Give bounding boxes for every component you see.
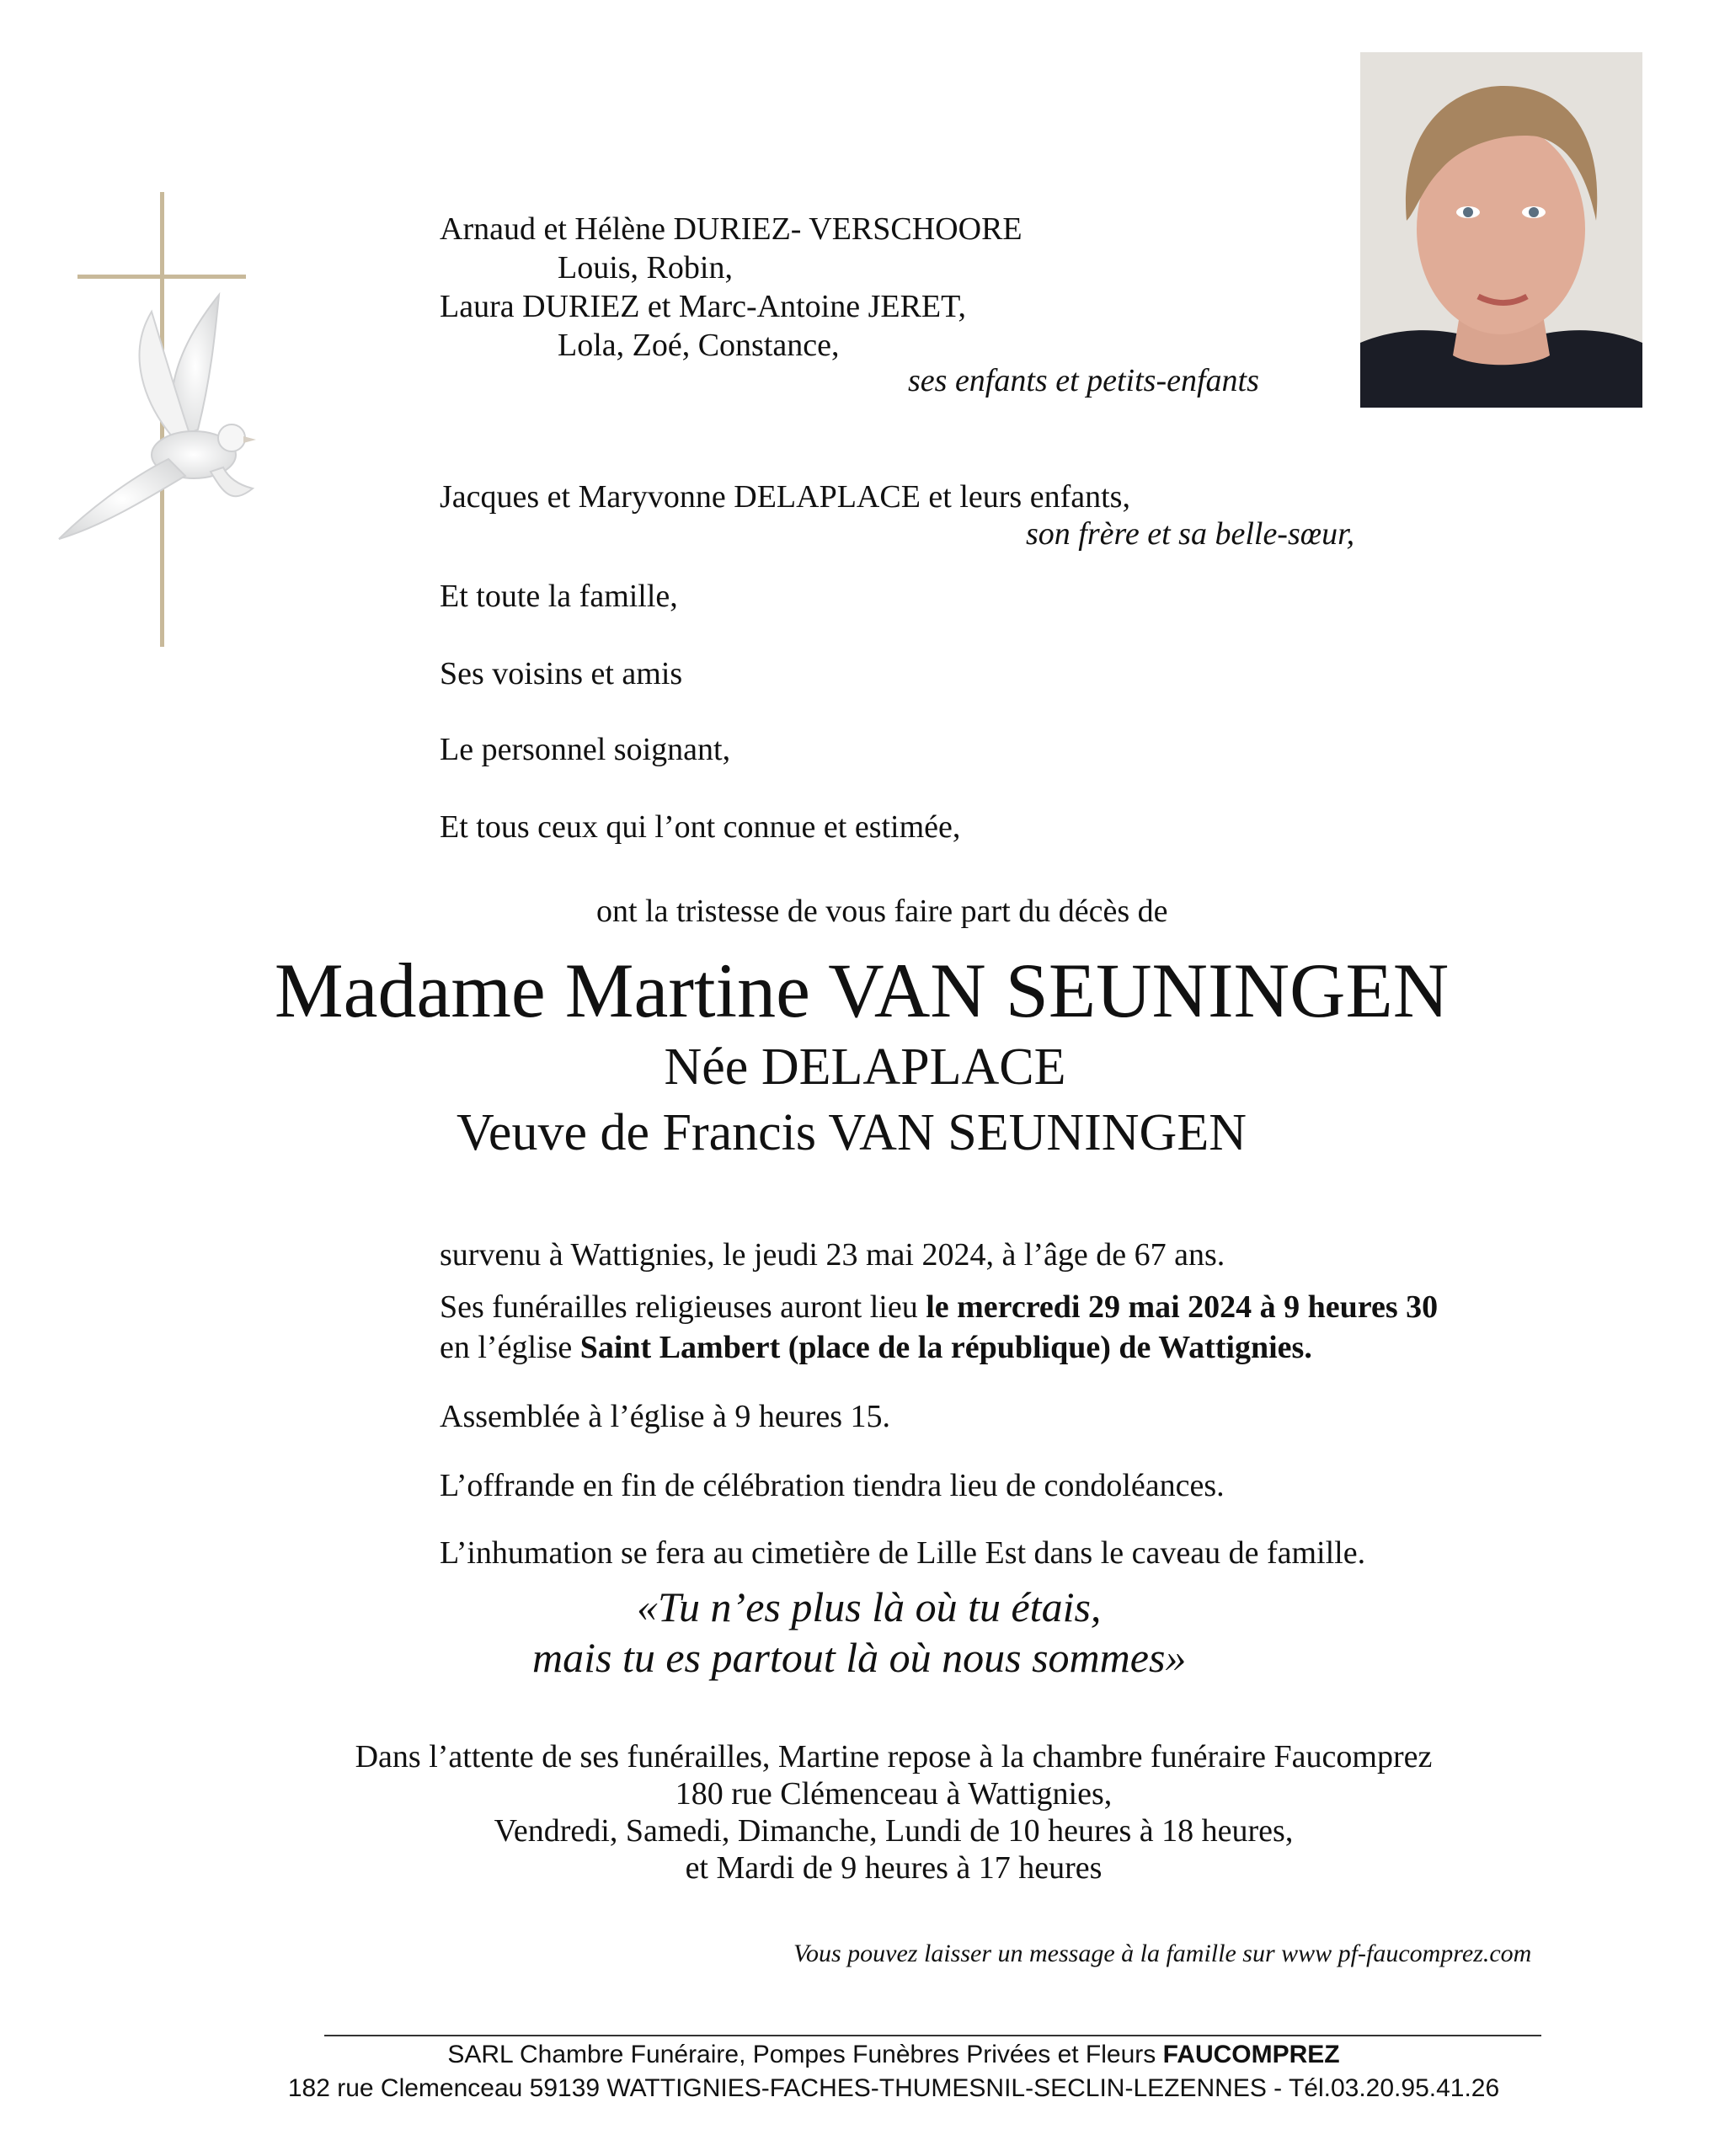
family-line-7: son frère et sa belle-sœur, — [1026, 516, 1355, 552]
portrait-image — [1360, 52, 1642, 408]
offering-note: L’offrande en fin de célébration tiendra lieu de condoléances. — [440, 1468, 1225, 1503]
funeral-text: Ses funérailles religieuses auront lieu — [440, 1289, 926, 1325]
cross-horizontal — [77, 275, 246, 279]
family-line-5: ses enfants et petits-enfants — [908, 363, 1259, 398]
maiden-name: Née DELAPLACE — [664, 1038, 1066, 1096]
family-line-3: Laura DURIEZ et Marc-Antoine JERET, — [440, 289, 967, 324]
family-line-6: Jacques et Maryvonne DELAPLACE et leurs enfants, — [440, 479, 1130, 515]
church-line — [440, 1329, 1312, 1366]
widow-of: Veuve de Francis VAN SEUNINGEN — [457, 1104, 1247, 1161]
footer-company-text: SARL Chambre Funéraire, Pompes Funèbres Privées et Fleurs — [447, 2041, 1163, 2068]
assembly-time: Assemblée à l’église à 9 heures 15. — [440, 1399, 890, 1434]
family-line-8: Et toute la famille, — [440, 579, 678, 614]
visitation-line-2: 180 rue Clémenceau à Wattignies, — [675, 1776, 1113, 1812]
family-line-4: Lola, Zoé, Constance, — [558, 328, 840, 363]
burial-note: L’inhumation se fera au cimetière de Lille Est dans le caveau de famille. — [440, 1535, 1366, 1571]
footer-company — [29, 2040, 1730, 2070]
dove-icon — [51, 286, 270, 556]
funeral-date: le mercredi 29 mai 2024 à 9 heures 30 — [926, 1289, 1439, 1325]
funeral-line — [440, 1289, 1438, 1326]
web-message: Vous pouvez laisser un message à la famille sur www pf-faucomprez.com — [793, 1940, 1532, 1967]
family-line-2: Louis, Robin, — [558, 250, 733, 286]
death-details: survenu à Wattignies, le jeudi 23 mai 2024, à l’âge de 67 ans. — [440, 1237, 1225, 1273]
deceased-name: Madame Martine VAN SEUNINGEN — [274, 947, 1450, 1033]
family-line-1: Arnaud et Hélène DURIEZ- VERSCHOORE — [440, 211, 1023, 247]
announcement: ont la tristesse de vous faire part du décès de — [596, 894, 1168, 929]
church-name: Saint Lambert (place de la république) de Wattignies. — [579, 1330, 1312, 1365]
family-line-11: Et tous ceux qui l’ont connue et estimée, — [440, 809, 961, 845]
footer-divider — [324, 2035, 1541, 2036]
visitation-line-4: et Mardi de 9 heures à 17 heures — [685, 1850, 1103, 1886]
visitation-line-3: Vendredi, Samedi, Dimanche, Lundi de 10 heures à 18 heures, — [494, 1813, 1294, 1849]
quote-line-2: mais tu es partout là où nous sommes» — [532, 1634, 1187, 1681]
family-line-10: Le personnel soignant, — [440, 732, 731, 767]
portrait-photo — [1360, 52, 1642, 408]
footer-company-name: FAUCOMPREZ — [1162, 2041, 1340, 2068]
footer-address: 182 rue Clemenceau 59139 WATTIGNIES-FACHES-THUMESNIL-SECLIN-LEZENNES - Tél.03.20.95.41.26 — [287, 2074, 1500, 2102]
visitation-line-1: Dans l’attente de ses funérailles, Martine repose à la chambre funéraire Faucomprez — [355, 1739, 1433, 1774]
church-text: en l’église — [440, 1330, 580, 1365]
family-line-9: Ses voisins et amis — [440, 656, 683, 691]
quote-line-1: «Tu n’es plus là où tu étais, — [637, 1583, 1102, 1630]
